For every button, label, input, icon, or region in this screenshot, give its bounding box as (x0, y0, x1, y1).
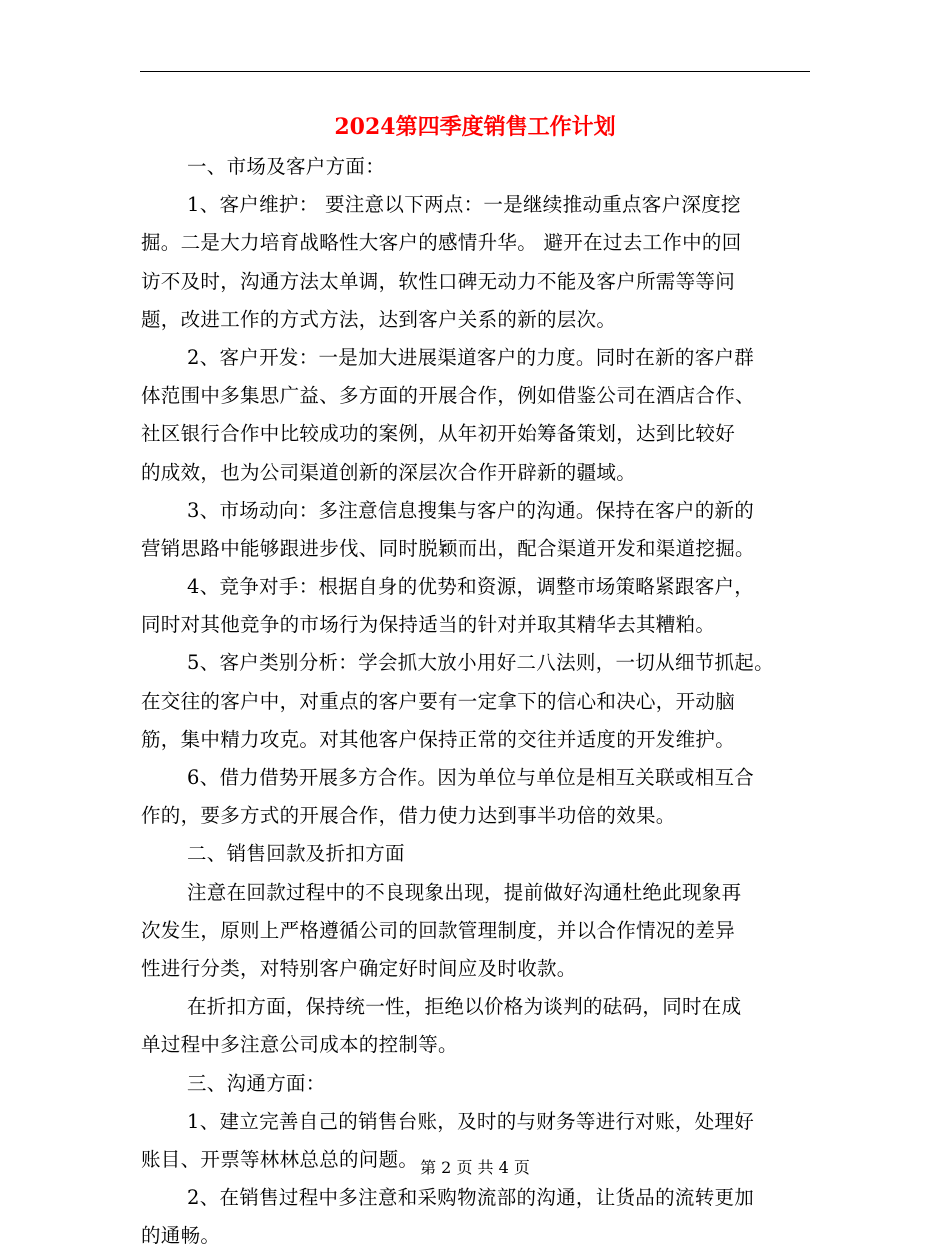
page-number: 第 2 页 共 4 页 (420, 1158, 530, 1177)
paragraph-line: 在折扣方面，保持统一性，拒绝以价格为谈判的砝码，同时在成 (187, 995, 742, 1019)
paragraph-line: 访不及时，沟通方法太单调，软性口碑无动力不能及客户所需等等问 (141, 269, 736, 293)
paragraph-line: 营销思路中能够跟进步伐、同时脱颖而出，配合渠道开发和渠道挖掘。 (141, 536, 755, 560)
paragraph-line: 6、借力借势开展多方合作。因为单位与单位是相互关联或相互合 (187, 766, 755, 789)
paragraph-line: 题，改进工作的方式方法，达到客户关系的新的层次。 (141, 307, 617, 331)
section-heading: 一、市场及客户方面： (187, 155, 386, 178)
paragraph-line: 注意在回款过程中的不良现象出现，提前做好沟通杜绝此现象再 (187, 880, 742, 904)
paragraph-line: 在交往的客户中，对重点的客户要有一定拿下的信心和决心，开动脑 (141, 689, 736, 713)
document-title: 2024第四季度销售工作计划 (334, 114, 616, 140)
paragraph-line: 4、竞争对手：根据自身的优势和资源，调整市场策略紧跟客户， (187, 575, 755, 599)
section-heading: 二、销售回款及折扣方面 (187, 842, 405, 866)
paragraph-line: 的成效，也为公司渠道创新的深层次合作开辟新的疆域。 (141, 460, 637, 484)
paragraph-line: 3、市场动向：多注意信息搜集与客户的沟通。保持在客户的新的 (187, 498, 755, 522)
document-body (141, 148, 821, 1255)
paragraph-line: 账目、开票等林林总总的问题。 (141, 1147, 419, 1171)
paragraph-line: 性进行分类，对特别客户确定好时间应及时收款。 (141, 956, 577, 980)
paragraph-line: 5、客户类别分析：学会抓大放小用好二八法则，一切从细节抓起。 (187, 651, 774, 675)
paragraph-line: 1、建立完善自己的销售台账，及时的与财务等进行对账，处理好 (187, 1109, 755, 1133)
paragraph-line: 2、在销售过程中多注意和采购物流部的沟通，让货品的流转更加 (187, 1186, 755, 1210)
paragraph-line: 同时对其他竞争的市场行为保持适当的针对并取其精华去其糟粕。 (141, 613, 716, 637)
paragraph-line: 筋，集中精力攻克。对其他客户保持正常的交往并适度的开发维护。 (141, 727, 736, 751)
paragraph-line: 作的，要多方式的开展合作，借力使力达到事半功倍的效果。 (141, 804, 676, 828)
section-heading: 三、沟通方面： (187, 1071, 326, 1095)
paragraph-line: 社区银行合作中比较成功的案例，从年初开始筹备策划，达到比较好 (141, 422, 736, 446)
paragraph-line: 2、客户开发：一是加大进展渠道客户的力度。同时在新的客户群 (187, 345, 755, 369)
paragraph-line: 体范围中多集思广益、多方面的开展合作，例如借鉴公司在酒店合作、 (141, 384, 755, 408)
paragraph-line: 单过程中多注意公司成本的控制等。 (141, 1033, 458, 1057)
paragraph-line: 掘。二是大力培育战略性大客户的感情升华。 避开在过去工作中的回 (141, 231, 742, 255)
header-rule (140, 71, 810, 72)
paragraph-line: 1、客户维护： 要注意以下两点：一是继续推动重点客户深度挖 (187, 193, 741, 217)
paragraph-line: 的通畅。 (141, 1224, 221, 1248)
paragraph-line: 次发生，原则上严格遵循公司的回款管理制度，并以合作情况的差异 (141, 918, 736, 942)
